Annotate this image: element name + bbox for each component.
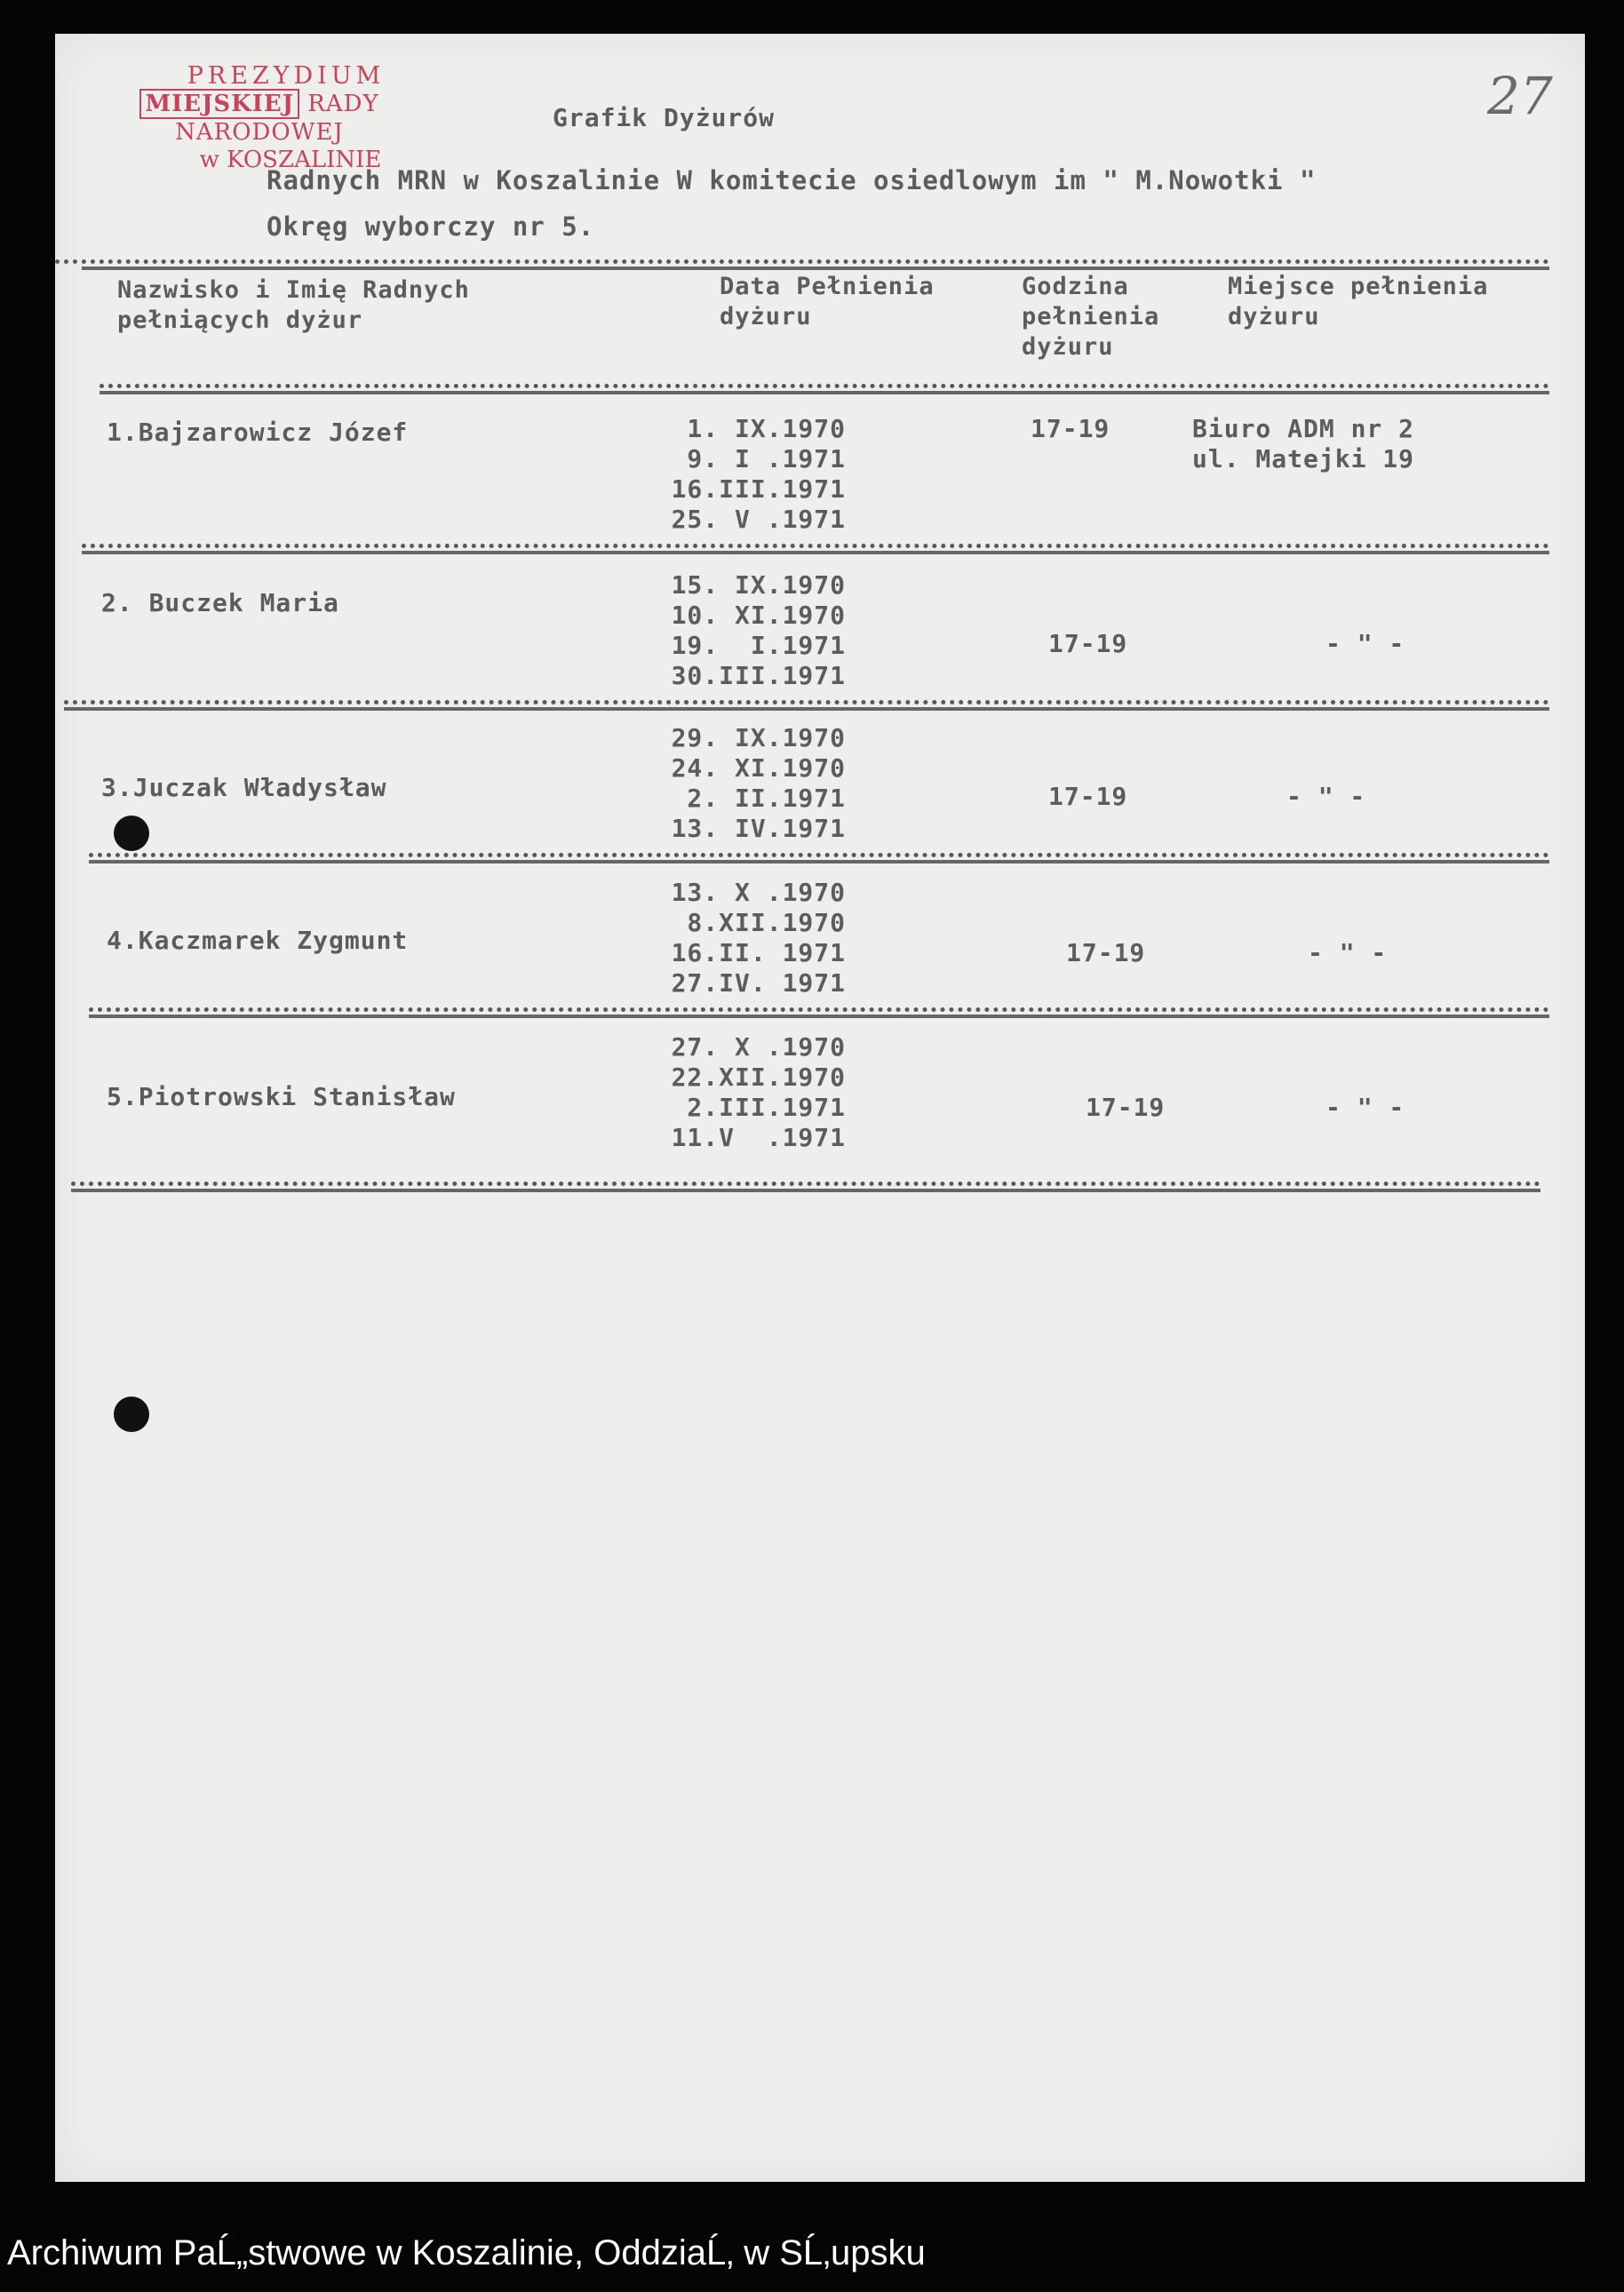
header-hours: Godzina pełnienia dyżuru (1022, 273, 1160, 361)
row-divider-solid (89, 860, 1549, 863)
row-divider (89, 853, 1549, 857)
row-hours: 17-19 (1048, 629, 1128, 658)
row-dates: 15. IX.1970 10. XI.1970 19. I.1971 30.III.1971 (671, 570, 846, 690)
archive-caption: Archiwum PaĹ„stwowe w Koszalinie, OddziaĹ‚ w SĹ‚upsku (7, 2233, 926, 2272)
stamp-line-2 (82, 91, 437, 146)
rule-header-solid (100, 391, 1549, 394)
stamp-line-1: PREZYDIUM (187, 62, 386, 90)
row-name: 4.Kaczmarek Zygmunt (107, 926, 409, 955)
stamp-line-2-rest: RADY NARODOWEJ (175, 91, 379, 146)
row-hours: 17-19 (1048, 782, 1128, 811)
stamp-line-2-boxed: MIEJSKIEJ (139, 89, 299, 119)
row-name: 5.Piotrowski Stanisław (107, 1082, 456, 1111)
row-divider-solid (89, 1015, 1549, 1018)
row-divider-solid (64, 707, 1549, 711)
row-place: Biuro ADM nr 2 ul. Matejki 19 (1192, 414, 1415, 474)
row-hours: 17-19 (1066, 938, 1146, 967)
punch-hole-lower (114, 1397, 149, 1432)
row-divider-solid (82, 551, 1549, 554)
rule-header (100, 384, 1549, 388)
document-page (55, 34, 1585, 2182)
row-name: 3.Juczak Władysław (101, 773, 387, 802)
row-dates: 1. IX.1970 9. I .1971 16.III.1971 25. V .1971 (671, 414, 846, 534)
rule-top-solid (82, 267, 1549, 270)
row-name: 1.Bajzarowicz Józef (107, 418, 409, 447)
document-title: Grafik Dyżurów (553, 103, 776, 132)
header-place: Miejsce pełnienia dyżuru (1228, 273, 1489, 330)
row-dates: 29. IX.1970 24. XI.1970 2. II.1971 13. IV.1971 (671, 723, 846, 843)
row-name: 2. Buczek Maria (101, 588, 339, 617)
row-divider (82, 544, 1549, 548)
rule-bottom-solid (71, 1189, 1540, 1192)
punch-hole-upper (114, 816, 149, 851)
page-number: 27 (1487, 66, 1553, 126)
row-hours: 17-19 (1031, 414, 1111, 443)
rule-bottom (71, 1182, 1540, 1186)
stamp-line-3: w KOSZALINIE (199, 146, 382, 173)
row-divider (64, 700, 1549, 704)
document-subtitle: Radnych MRN w Koszalinie W komitecie osiedlowym im " M.Nowotki " (267, 165, 1317, 195)
red-stamp (82, 62, 437, 174)
rule-top (55, 259, 1549, 264)
row-dates: 13. X .1970 8.XII.1970 16.II. 1971 27.IV. 1971 (671, 878, 846, 998)
row-place: - " - (1325, 629, 1405, 658)
row-divider (89, 1007, 1549, 1012)
row-hours: 17-19 (1086, 1093, 1166, 1122)
electoral-district: Okręg wyborczy nr 5. (267, 211, 595, 242)
row-place: - " - (1325, 1093, 1405, 1122)
header-date: Data Pełnienia dyżuru (720, 273, 935, 330)
row-dates: 27. X .1970 22.XII.1970 2.III.1971 11.V .1971 (671, 1032, 846, 1152)
header-name: Nazwisko i Imię Radnych pełniących dyżur (117, 276, 470, 334)
row-place: - " - (1286, 782, 1366, 811)
row-place: - " - (1308, 938, 1388, 967)
